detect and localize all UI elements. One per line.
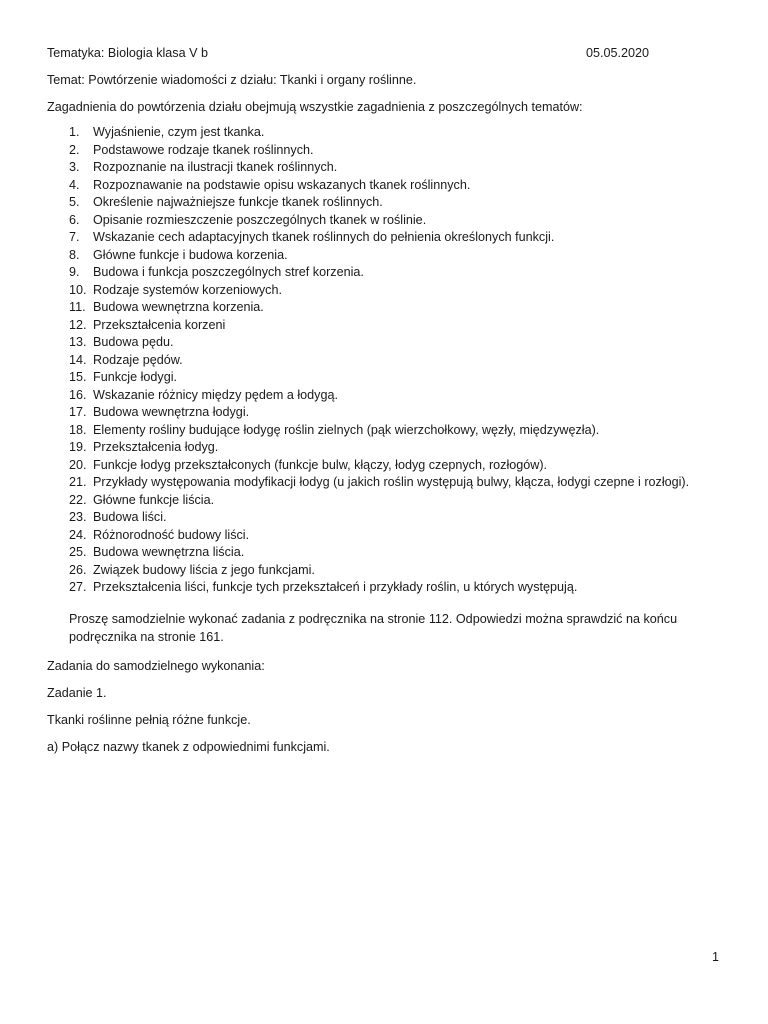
topic-number: 20.: [69, 457, 87, 472]
topic-text: Związek budowy liścia z jego funkcjami.: [93, 562, 315, 577]
topic-number: 16.: [69, 387, 87, 402]
date: 05.05.2020: [585, 46, 649, 60]
topic-number: 8.: [69, 247, 80, 262]
topic-item: [47, 282, 689, 300]
lesson-topic: Temat: Powtórzenie wiadomości z działu: Tkanki i organy roślinne.: [47, 73, 417, 87]
topic-number: 13.: [69, 335, 87, 349]
topic-text: Budowa liści.: [93, 510, 167, 524]
topic-item: [47, 562, 689, 580]
task-subitem: a) Połącz nazwy tkanek z odpowiednimi funkcjami.: [47, 740, 330, 754]
tasks-heading: Zadania do samodzielnego wykonania:: [47, 659, 265, 673]
topic-text: Elementy rośliny budujące łodygę roślin zielnych (pąk wierzchołkowy, węzły, międzywęzła).: [93, 422, 600, 437]
topic-text: Wskazanie różnicy między pędem a łodygą.: [93, 387, 338, 402]
topic-number: 23.: [69, 510, 87, 524]
topic-item: [47, 334, 689, 352]
topic-text: Wyjaśnienie, czym jest tkanka.: [93, 125, 265, 139]
topic-item: [47, 457, 689, 475]
topic-text: Budowa wewnętrzna liścia.: [93, 545, 245, 559]
topic-item: [47, 317, 689, 335]
topic-item: [47, 474, 689, 492]
topic-text: Budowa wewnętrzna łodygi.: [93, 405, 250, 419]
topic-number: 12.: [69, 317, 87, 332]
topic-number: 25.: [69, 545, 87, 559]
topic-item: [47, 124, 689, 142]
topic-item: [47, 212, 689, 230]
topic-number: 3.: [69, 160, 80, 174]
topic-number: 9.: [69, 265, 80, 279]
topic-text: Rozpoznanie na ilustracji tkanek roślinnych.: [93, 160, 338, 174]
task-text: Tkanki roślinne pełnią różne funkcje.: [47, 713, 251, 727]
topic-number: 15.: [69, 370, 87, 384]
topic-number: 17.: [69, 405, 87, 419]
topic-item: [47, 527, 689, 545]
topic-number: 1.: [69, 125, 80, 139]
topic-text: Funkcje łodyg przekształconych (funkcje bulw, kłączy, łodyg czepnych, rozłogów).: [93, 457, 548, 472]
topic-text: Przekształcenia łodyg.: [93, 440, 219, 454]
topic-text: Budowa pędu.: [93, 335, 174, 349]
topic-text: Określenie najważniejsze funkcje tkanek roślinnych.: [93, 195, 383, 209]
topic-item: [47, 177, 689, 195]
topic-number: 19.: [69, 440, 87, 454]
topic-text: Główne funkcje i budowa korzenia.: [93, 247, 288, 262]
topic-item: [47, 509, 689, 527]
topic-text: Przekształcenia liści, funkcje tych przekształceń i przykłady roślin, u których występują.: [93, 580, 578, 594]
topic-text: Wskazanie cech adaptacyjnych tkanek roślinnych do pełnienia określonych funkcji.: [93, 230, 555, 244]
topic-number: 21.: [69, 475, 87, 489]
topic-item: [47, 299, 689, 317]
intro-text: Zagadnienia do powtórzenia działu obejmują wszystkie zagadnienia z poszczególnych tematów:: [47, 100, 583, 114]
topic-number: 11.: [69, 300, 86, 314]
task-title: Zadanie 1.: [47, 686, 107, 700]
topic-number: 2.: [69, 142, 80, 157]
topic-item: [47, 544, 689, 562]
topic-item: [47, 387, 689, 405]
instruction-text: Proszę samodzielnie wykonać zadania z podręcznika na stronie 112. Odpowiedzi można sprawdzić na końcu podręcznika na stronie 161.: [69, 612, 678, 644]
topic-item: [47, 264, 689, 282]
topic-text: Budowa i funkcja poszczególnych stref korzenia.: [93, 265, 364, 279]
topic-number: 10.: [69, 282, 87, 297]
topic-item: [47, 159, 689, 177]
topic-text: Przekształcenia korzeni: [93, 317, 226, 332]
topic-item: [47, 369, 689, 387]
topic-text: Przykłady występowania modyfikacji łodyg (u jakich roślin występują bulwy, kłącza, łodygi czepne i rozłogi).: [93, 475, 690, 489]
topic-number: 14.: [69, 352, 87, 367]
topic-item: [47, 247, 689, 265]
topic-text: Podstawowe rodzaje tkanek roślinnych.: [93, 142, 314, 157]
topic-number: 24.: [69, 527, 87, 542]
topic-number: 18.: [69, 422, 87, 437]
topic-number: 4.: [69, 177, 80, 192]
topic-number: 5.: [69, 195, 80, 209]
topic-text: Główne funkcje liścia.: [93, 492, 215, 507]
topic-number: 7.: [69, 230, 80, 244]
page-number: 1: [712, 950, 720, 964]
topic-item: [47, 422, 689, 440]
topics-list: [47, 124, 689, 597]
topic-item: [47, 404, 689, 422]
subject-line: Tematyka: Biologia klasa V b: [47, 46, 209, 60]
topic-number: 26.: [69, 562, 87, 577]
topic-text: Funkcje łodygi.: [93, 370, 177, 384]
topic-text: Różnorodność budowy liści.: [93, 527, 250, 542]
topic-text: Rozpoznawanie na podstawie opisu wskazanych tkanek roślinnych.: [93, 177, 471, 192]
topic-text: Rodzaje pędów.: [93, 352, 183, 367]
topic-number: 22.: [69, 492, 87, 507]
topic-item: [47, 492, 689, 510]
topic-number: 27.: [69, 580, 87, 594]
topic-text: Opisanie rozmieszczenie poszczególnych tkanek w roślinie.: [93, 212, 427, 227]
topic-item: [47, 352, 689, 370]
topic-item: [47, 579, 689, 597]
topic-item: [47, 194, 689, 212]
topic-text: Budowa wewnętrzna korzenia.: [93, 300, 264, 314]
topic-item: [47, 439, 689, 457]
page-header: [47, 44, 649, 62]
topic-item: [47, 142, 689, 160]
topic-item: [47, 229, 689, 247]
topic-number: 6.: [69, 212, 80, 227]
topic-text: Rodzaje systemów korzeniowych.: [93, 282, 282, 297]
